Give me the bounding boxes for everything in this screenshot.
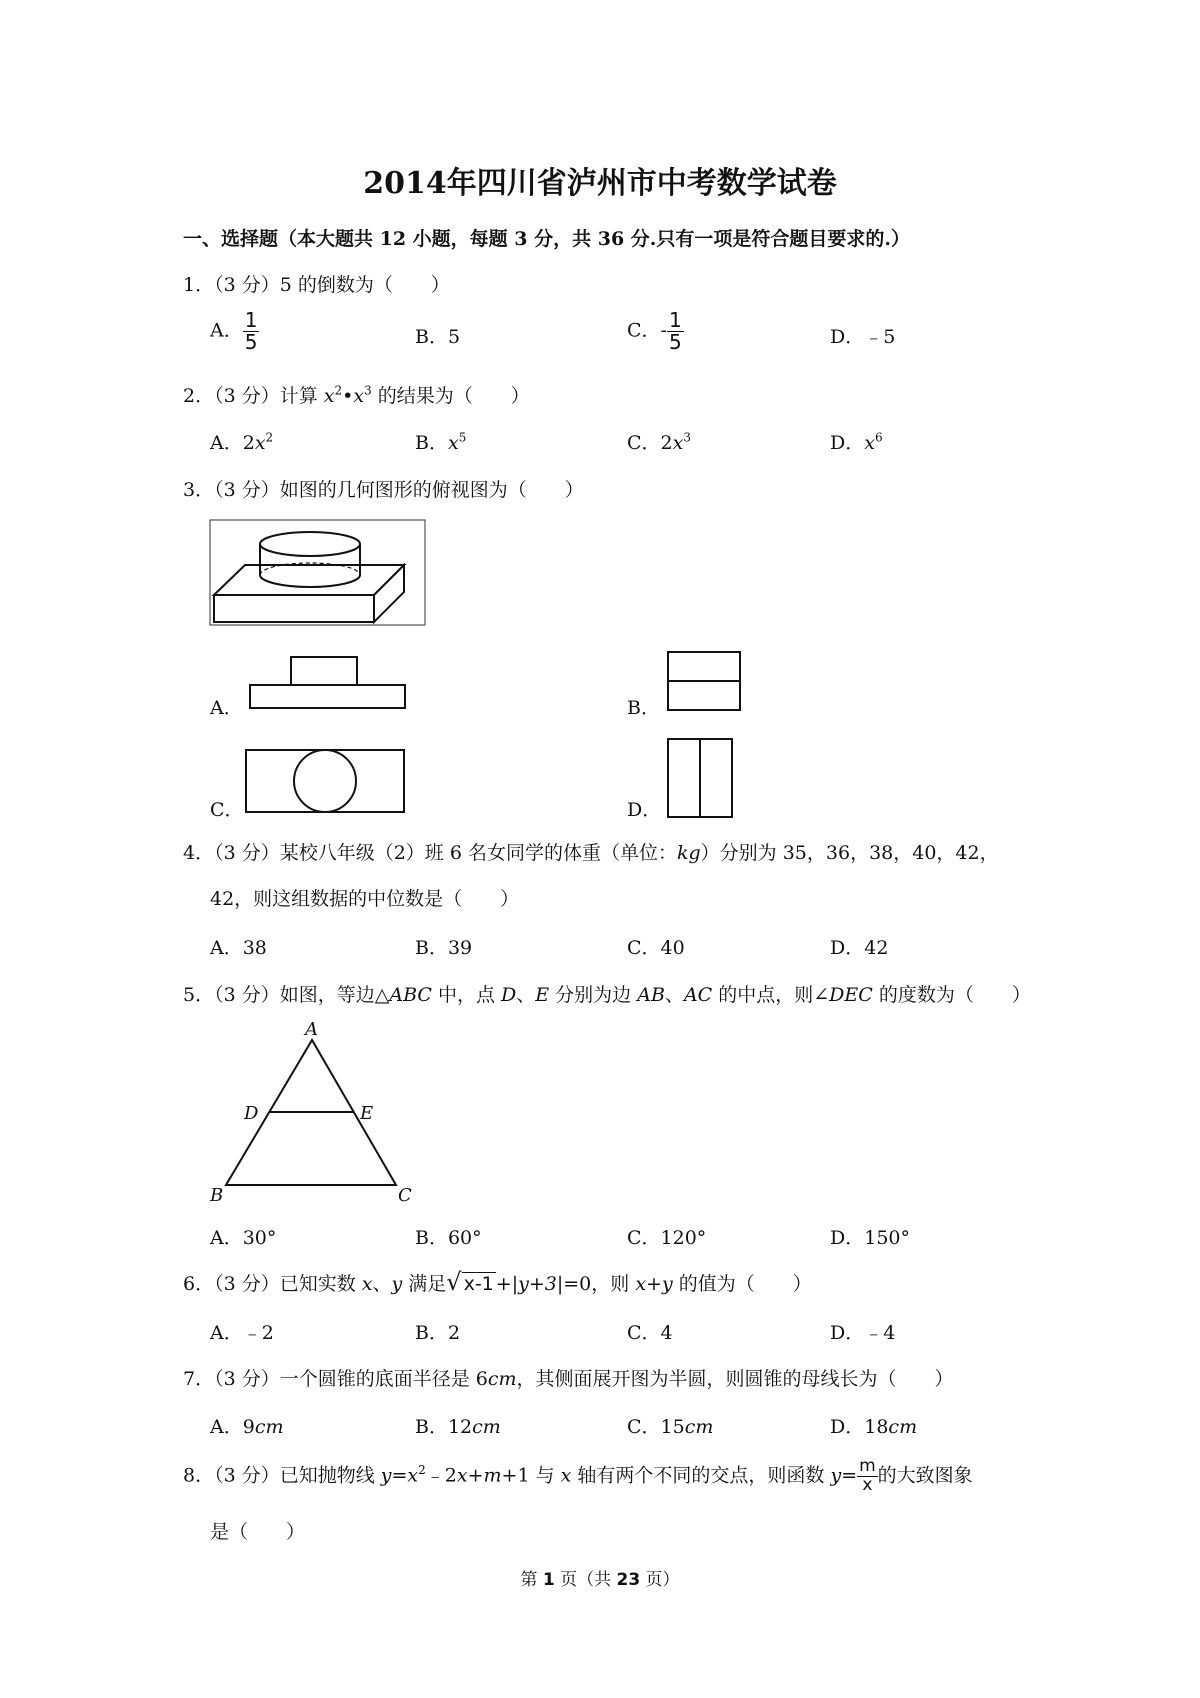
question-2-option-b: B．$x^5$ (415, 430, 467, 454)
current-page-number: 1 (542, 1570, 555, 1590)
total-page-count: 23 (616, 1570, 641, 1590)
vertex-label-e: E (360, 1103, 374, 1124)
question-4-stem-line2: 42，则这组数据的中位数是（ ） (210, 888, 520, 910)
question-2-option-a: A．$2x^2$ (210, 430, 274, 454)
question-6-option-c: C．4 (627, 1322, 673, 1344)
question-6-option-a: A．﹣2 (210, 1322, 274, 1344)
question-3-stem: 3．（3 分）如图的几何图形的俯视图为（ ） (183, 479, 584, 501)
page-title: 2014年四川省泸州市中考数学试卷 (363, 166, 837, 201)
question-2-option-c: C．$2x^3$ (627, 430, 691, 454)
question-7-option-b: B．12cm (415, 1416, 501, 1438)
question-1-option-a: A． $\frac{1}{5}$ (210, 308, 258, 354)
question-7-stem: 7．（3 分）一个圆锥的底面半径是 6cm，其侧面展开图为半圆，则圆锥的母线长为（ ） (183, 1368, 954, 1390)
question-6-stem: 6．（3 分）已知实数 x、y 满足√ x-1 +|y+3|=0，则 x+y 的值为（ ） (183, 1268, 812, 1296)
question-3-option-a-label: A． (210, 697, 243, 719)
question-7-option-d: D．18cm (830, 1416, 918, 1438)
question-5-option-a: A．30° (210, 1227, 277, 1249)
question-5-stem: 5．（3 分）如图，等边△ABC 中，点 D、E 分别为边 AB、AC 的中点，则∠DEC 的度数为（ ） (183, 984, 1031, 1006)
question-4-option-a: A．38 (210, 937, 267, 959)
question-7-option-c: C．15cm (627, 1416, 714, 1438)
vertex-label-d: D (244, 1103, 259, 1124)
question-5-option-d: D．150° (830, 1227, 910, 1249)
question-4-option-b: B．39 (415, 937, 473, 959)
question-2-option-d: D．$x^6$ (830, 430, 883, 454)
question-3-option-c-figure (244, 748, 406, 814)
question-8-stem-line1: 8．（3 分）已知抛物线 $y=x^2﹣2x+m+1$ 与 x 轴有两个不同的交点，则函数 y= $\frac{m}{x}$ 的大致图象 (183, 1456, 973, 1495)
vertex-label-c: C (398, 1185, 412, 1206)
question-2-stem: 2．（3 分）计算 $x^2•x^3$ 的结果为（ ） (183, 383, 530, 407)
question-3-option-b-figure (666, 650, 742, 712)
question-3-solid-figure (210, 520, 425, 625)
question-4-option-d: D．42 (830, 937, 889, 959)
question-7-option-a: A．9cm (210, 1416, 284, 1438)
question-5-triangle-figure (208, 1018, 418, 1206)
question-3-option-b-label: B． (627, 697, 660, 719)
question-4-option-c: C．40 (627, 937, 685, 959)
section-header: 一、选择题（本大题共 12 小题，每题 3 分，共 36 分.只有一项是符合题目要求的.） (183, 228, 911, 250)
question-3-option-c-label: C． (210, 799, 244, 821)
question-3-option-d-figure (666, 737, 734, 819)
question-1-option-c: C．- $\frac{1}{5}$ (627, 308, 682, 354)
question-8-stem-line2: 是（ ） (210, 1521, 306, 1543)
question-6-option-d: D．﹣4 (830, 1322, 896, 1344)
question-6-option-b: B．2 (415, 1322, 461, 1344)
vertex-label-b: B (210, 1185, 224, 1206)
question-5-option-c: C．120° (627, 1227, 707, 1249)
question-3-option-a-figure (248, 655, 408, 710)
question-4-stem-line1: 4．（3 分）某校八年级（2）班 6 名女同学的体重（单位：kg）分别为 35，36，38，40，42， (183, 842, 999, 864)
question-1-option-b: B．5 (415, 326, 461, 348)
question-3-option-d-label: D． (627, 799, 662, 821)
question-1-option-d: D．﹣5 (830, 326, 896, 348)
page-footer: 第 1 页（共 23 页） (520, 1570, 680, 1590)
question-1-stem: 1．（3 分）5 的倒数为（ ） (183, 274, 450, 296)
vertex-label-a: A (305, 1019, 318, 1040)
question-5-option-b: B．60° (415, 1227, 482, 1249)
